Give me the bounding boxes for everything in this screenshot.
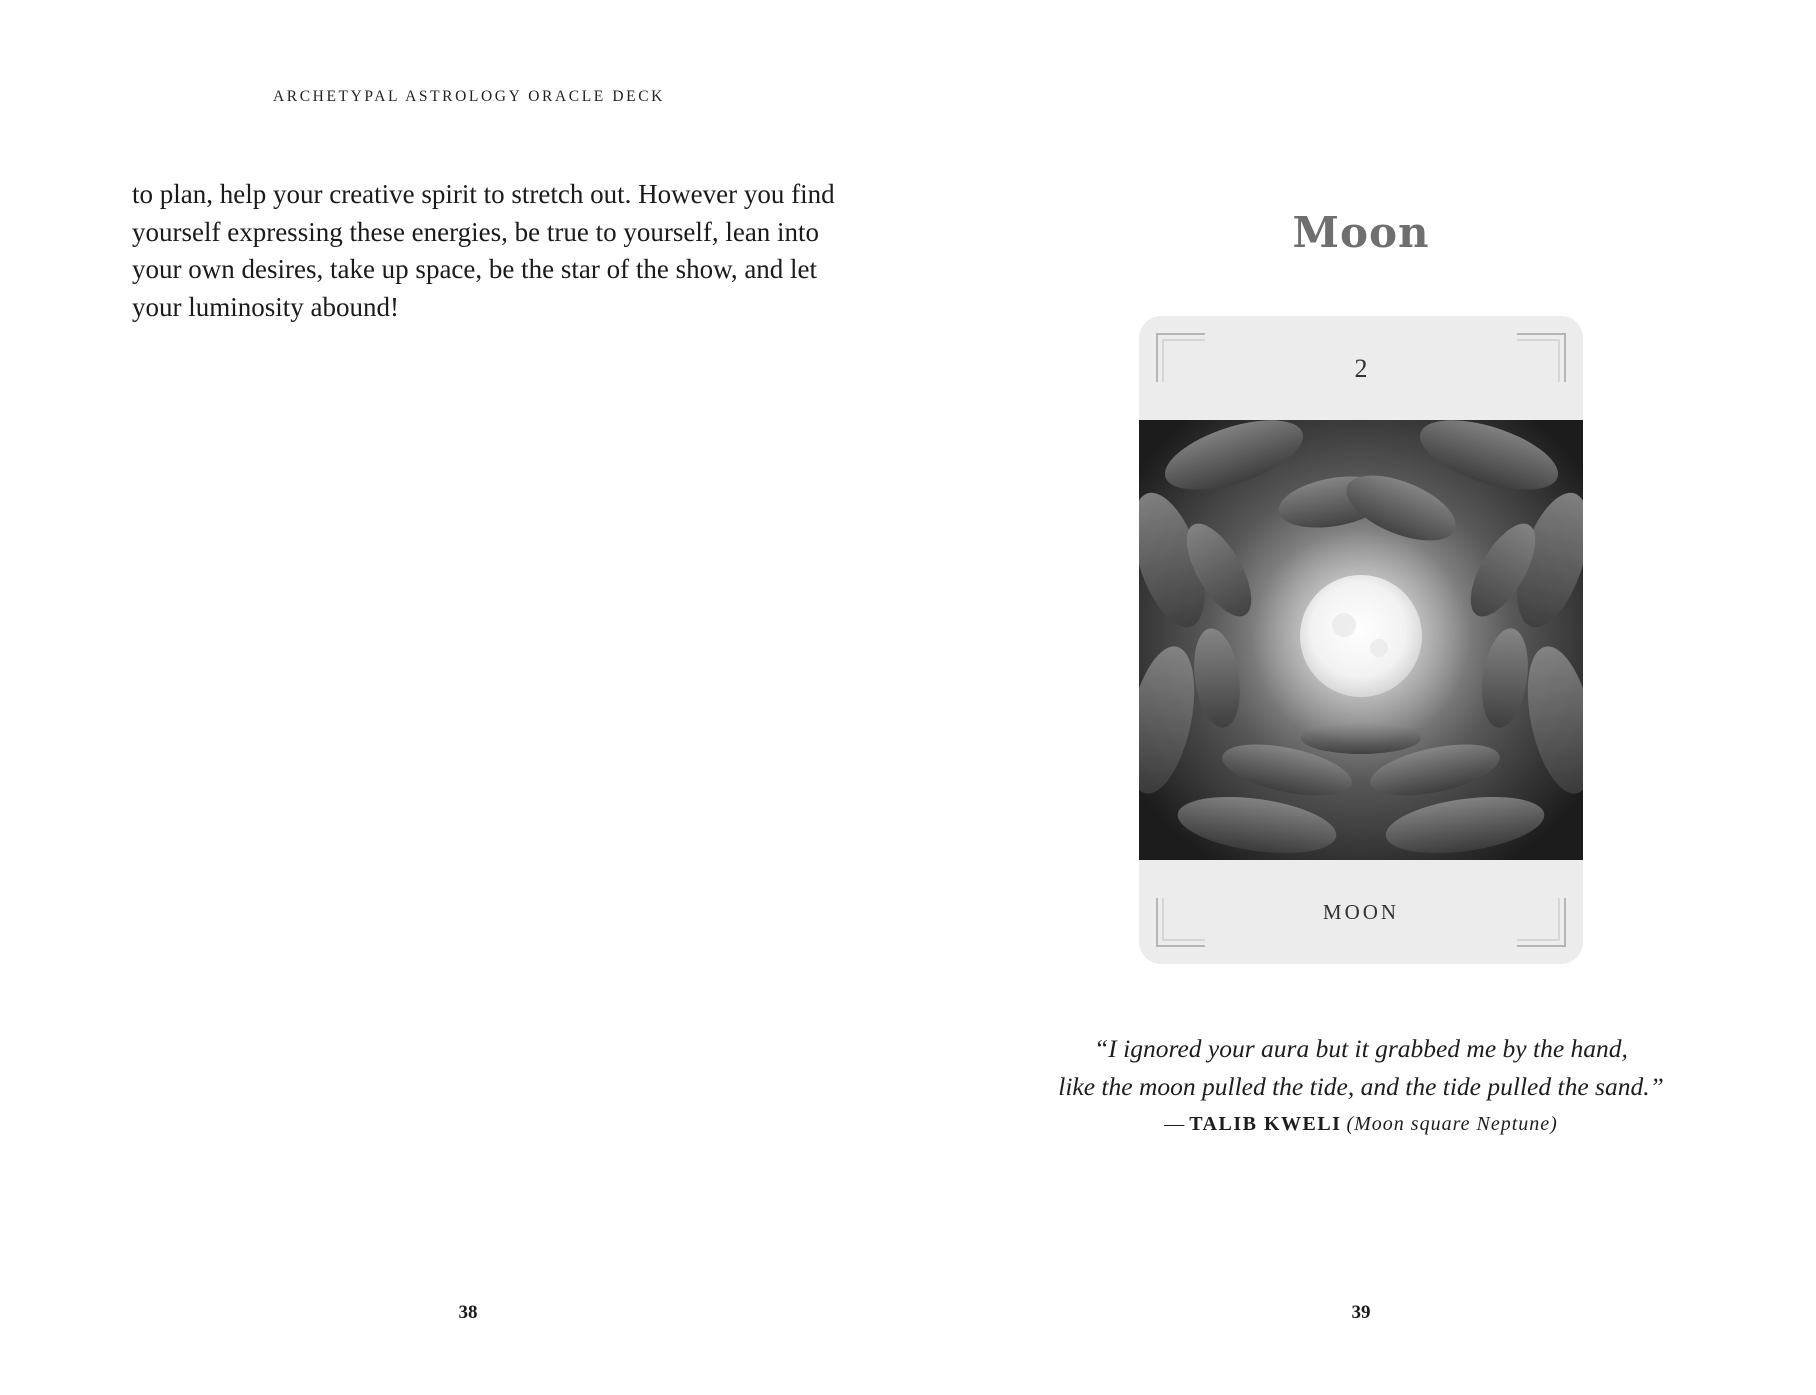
body-line: your own desires, take up space, be the star of the show, and let (132, 254, 818, 284)
card-number: 2 (1354, 354, 1368, 383)
card-label: MOON (1322, 900, 1400, 924)
quote-line: “I ignored your aura but it grabbed me by the hand, (1094, 1034, 1628, 1063)
body-line: yourself expressing these energies, be true to yourself, lean into (132, 216, 820, 247)
body-line: your luminosity abound! (132, 291, 399, 322)
body-line: to plan, help your creative spirit to stretch out. However you find (132, 179, 835, 209)
page-number-right: 39 (1351, 1302, 1371, 1323)
body-paragraph (132, 176, 835, 326)
attribution-author: TALIB KWELI (1189, 1113, 1342, 1135)
epigraph-quote (1030, 1030, 1692, 1106)
quote-line: like the moon pulled the tide, and the tide pulled the sand.” (1058, 1072, 1664, 1101)
quote-attribution (1030, 1113, 1692, 1136)
attribution-dash: — (1164, 1113, 1185, 1135)
full-moon-icon (1139, 420, 1583, 860)
card-title: Moon (1292, 208, 1430, 257)
oracle-card (1139, 316, 1583, 964)
running-head: ARCHETYPAL ASTROLOGY ORACLE DECK (273, 88, 665, 105)
page-number-left: 38 (458, 1302, 478, 1323)
attribution-source: (Moon square Neptune) (1346, 1113, 1558, 1135)
